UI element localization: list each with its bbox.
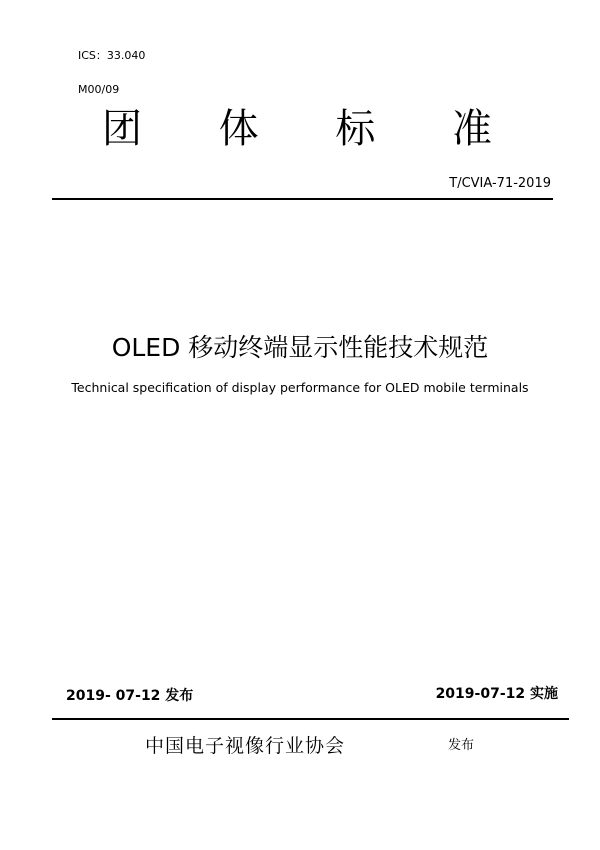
document-title-english: Technical specification of display performance for OLED mobile terminals xyxy=(71,380,529,395)
standard-type-char: 准 xyxy=(451,106,492,152)
standard-type-heading xyxy=(102,104,492,154)
implementation-date: 2019-07-12 实施 xyxy=(435,686,558,702)
issue-date: 2019- 07-12 发布 xyxy=(66,688,194,704)
standard-number: T/CVIA-71-2019 xyxy=(449,176,551,191)
standard-type-char: 团 xyxy=(102,106,142,152)
ccs-code: M00/09 xyxy=(78,83,120,96)
standard-type-char: 体 xyxy=(218,106,259,152)
top-divider xyxy=(52,198,553,200)
ics-code: ICS：33.040 xyxy=(78,49,146,62)
document-title-chinese: OLED 移动终端显示性能技术规范 xyxy=(111,333,489,362)
issuing-organization: 中国电子视像行业协会 xyxy=(145,735,346,757)
bottom-divider xyxy=(52,718,569,720)
standard-type-char: 标 xyxy=(335,106,376,152)
publish-label: 发布 xyxy=(448,738,475,753)
